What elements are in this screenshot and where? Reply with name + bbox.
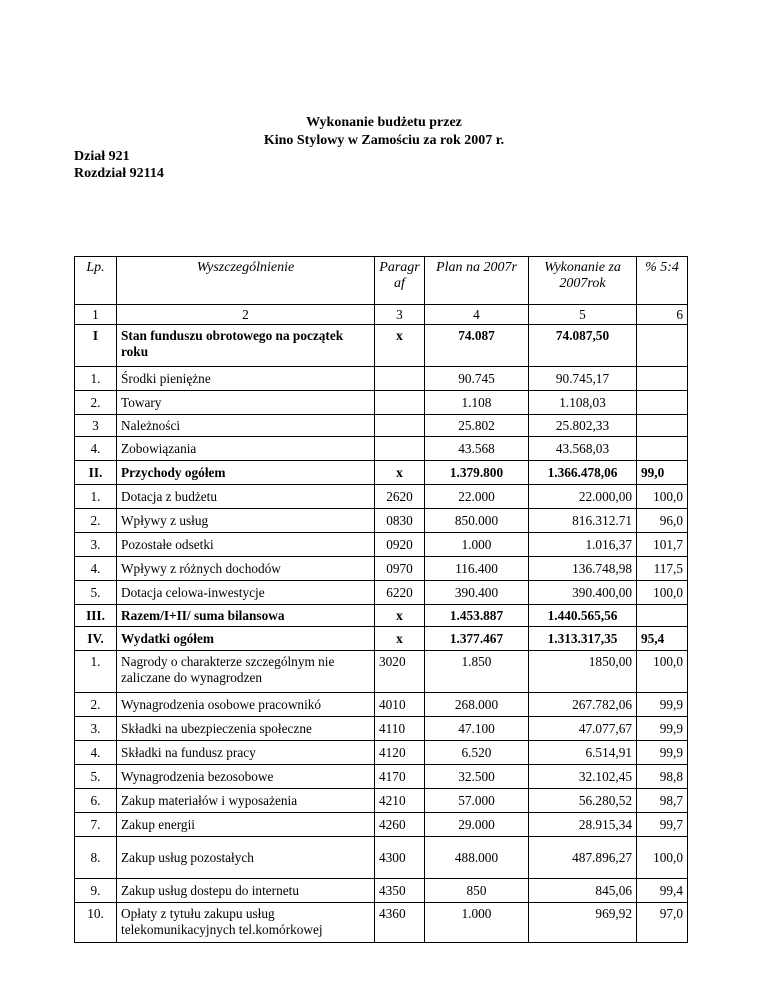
cell-lp: 10. — [75, 903, 117, 943]
table-row — [75, 879, 688, 903]
cell-wyszczegolnienie: Nagrody o charakterze szczególnym nie zaliczane do wynagrodzen — [117, 651, 375, 693]
cell-plan: 1.850 — [425, 651, 529, 693]
cell-wykonanie: 969,92 — [529, 903, 637, 943]
cell-procent: 100,0 — [637, 837, 688, 879]
cell-procent: 100,0 — [637, 485, 688, 509]
cell-wyszczegolnienie: Należności — [117, 415, 375, 437]
cell-plan: 29.000 — [425, 813, 529, 837]
cell-wyszczegolnienie: Wpływy z różnych dochodów — [117, 557, 375, 581]
cell-paragraf: 4110 — [375, 717, 425, 741]
table-row — [75, 813, 688, 837]
cell-procent: 99,4 — [637, 879, 688, 903]
cell-paragraf: 0830 — [375, 509, 425, 533]
cell-paragraf: 4260 — [375, 813, 425, 837]
table-row — [75, 437, 688, 461]
cell-procent: 100,0 — [637, 651, 688, 693]
cell-paragraf: 4360 — [375, 903, 425, 943]
cell-plan: 268.000 — [425, 693, 529, 717]
cell-procent — [637, 437, 688, 461]
cell-paragraf: x — [375, 627, 425, 651]
cell-paragraf: 3020 — [375, 651, 425, 693]
cell-plan: 74.087 — [425, 325, 529, 367]
cell-lp: 1. — [75, 651, 117, 693]
cell-lp: 5. — [75, 765, 117, 789]
cell-wyszczegolnienie: Środki pieniężne — [117, 367, 375, 391]
dzial-label: Dział 921 — [74, 149, 130, 164]
rozdzial-label: Rozdział 92114 — [74, 166, 164, 181]
cell-procent — [637, 415, 688, 437]
table-row — [75, 461, 688, 485]
cell-paragraf: 4170 — [375, 765, 425, 789]
cell-wyszczegolnienie: Zobowiązania — [117, 437, 375, 461]
cell-plan: 47.100 — [425, 717, 529, 741]
table-row — [75, 391, 688, 415]
cell-plan: 43.568 — [425, 437, 529, 461]
cell-paragraf: 4210 — [375, 789, 425, 813]
header-lp: Lp. — [75, 257, 117, 305]
cell-procent: 101,7 — [637, 533, 688, 557]
table-row — [75, 765, 688, 789]
table-row — [75, 789, 688, 813]
cell-lp: 6. — [75, 789, 117, 813]
table-row — [75, 509, 688, 533]
cell-wykonanie: 47.077,67 — [529, 717, 637, 741]
cell-plan: 850 — [425, 879, 529, 903]
cell-lp: 4. — [75, 557, 117, 581]
cell-plan: 57.000 — [425, 789, 529, 813]
cell-procent — [637, 367, 688, 391]
cell-wyszczegolnienie: Dotacja z budżetu — [117, 485, 375, 509]
cell-wyszczegolnienie: Zakup energii — [117, 813, 375, 837]
cell-lp: 1. — [75, 367, 117, 391]
cell-plan: 1.379.800 — [425, 461, 529, 485]
header-wyszczegolnienie: Wyszczególnienie — [117, 257, 375, 305]
header-procent: % 5:4 — [637, 257, 688, 305]
header-paragraf: Paragraf — [375, 257, 425, 305]
cell-paragraf: 4300 — [375, 837, 425, 879]
cell-paragraf: 0920 — [375, 533, 425, 557]
cell-wykonanie: 1.313.317,35 — [529, 627, 637, 651]
column-number-row — [75, 305, 688, 325]
cell-paragraf: x — [375, 325, 425, 367]
cell-wyszczegolnienie: Razem/I+II/ suma bilansowa — [117, 605, 375, 627]
cell-wykonanie: 1.440.565,56 — [529, 605, 637, 627]
cell-paragraf: 4120 — [375, 741, 425, 765]
cell-wyszczegolnienie: Opłaty z tytułu zakupu usług telekomunikacyjnych tel.komórkowej — [117, 903, 375, 943]
cell-paragraf: 4010 — [375, 693, 425, 717]
cell-plan: 25.802 — [425, 415, 529, 437]
cell-procent: 100,0 — [637, 581, 688, 605]
cell-wykonanie: 90.745,17 — [529, 367, 637, 391]
cell-procent: 95,4 — [637, 627, 688, 651]
cell-plan: 1.453.887 — [425, 605, 529, 627]
cell-lp: 3. — [75, 533, 117, 557]
cell-wyszczegolnienie: Zakup usług pozostałych — [117, 837, 375, 879]
cell-plan: 1.108 — [425, 391, 529, 415]
cell-wykonanie: 43.568,03 — [529, 437, 637, 461]
cell-lp: II. — [75, 461, 117, 485]
table-row — [75, 693, 688, 717]
cell-wyszczegolnienie: Pozostałe odsetki — [117, 533, 375, 557]
cell-wykonanie: 22.000,00 — [529, 485, 637, 509]
cell-lp: 2. — [75, 693, 117, 717]
cell-wykonanie: 487.896,27 — [529, 837, 637, 879]
cell-wyszczegolnienie: Wynagrodzenia osobowe pracownikó — [117, 693, 375, 717]
cell-plan: 22.000 — [425, 485, 529, 509]
cell-paragraf — [375, 437, 425, 461]
cell-lp: 1. — [75, 485, 117, 509]
cell-wyszczegolnienie: Wynagrodzenia bezosobowe — [117, 765, 375, 789]
cell-wykonanie: 845,06 — [529, 879, 637, 903]
cell-wyszczegolnienie: Zakup usług dostepu do internetu — [117, 879, 375, 903]
table-row — [75, 581, 688, 605]
document-title-line-1: Wykonanie budżetu przez — [306, 115, 462, 130]
cell-lp: 3. — [75, 717, 117, 741]
cell-wykonanie: 1850,00 — [529, 651, 637, 693]
cell-procent: 97,0 — [637, 903, 688, 943]
cell-procent: 117,5 — [637, 557, 688, 581]
table-row — [75, 367, 688, 391]
cell-wyszczegolnienie: Stan funduszu obrotowego na początek roku — [117, 325, 375, 367]
header-wykonanie: Wykonanie za 2007rok — [529, 257, 637, 305]
cell-wykonanie: 1.366.478,06 — [529, 461, 637, 485]
table-row — [75, 485, 688, 509]
cell-wykonanie: 136.748,98 — [529, 557, 637, 581]
cell-paragraf: 4350 — [375, 879, 425, 903]
cell-wykonanie: 6.514,91 — [529, 741, 637, 765]
cell-wyszczegolnienie: Dotacja celowa-inwestycje — [117, 581, 375, 605]
cell-wykonanie: 28.915,34 — [529, 813, 637, 837]
cell-procent — [637, 325, 688, 367]
cell-lp: 5. — [75, 581, 117, 605]
cell-procent: 98,7 — [637, 789, 688, 813]
cell-lp: 3 — [75, 415, 117, 437]
cell-procent: 98,8 — [637, 765, 688, 789]
table-row — [75, 533, 688, 557]
col-number: 2 — [117, 305, 375, 325]
table-row — [75, 557, 688, 581]
col-number: 3 — [375, 305, 425, 325]
cell-procent: 99,9 — [637, 717, 688, 741]
cell-wyszczegolnienie: Składki na ubezpieczenia społeczne — [117, 717, 375, 741]
cell-paragraf — [375, 415, 425, 437]
document-title-line-2: Kino Stylowy w Zamościu za rok 2007 r. — [263, 133, 505, 148]
cell-paragraf: x — [375, 461, 425, 485]
cell-wykonanie: 816.312.71 — [529, 509, 637, 533]
col-number: 6 — [637, 305, 688, 325]
cell-procent: 99,7 — [637, 813, 688, 837]
cell-wyszczegolnienie: Składki na fundusz pracy — [117, 741, 375, 765]
cell-procent: 96,0 — [637, 509, 688, 533]
cell-wykonanie: 1.016,37 — [529, 533, 637, 557]
cell-wykonanie: 1.108,03 — [529, 391, 637, 415]
cell-wykonanie: 25.802,33 — [529, 415, 637, 437]
cell-lp: 4. — [75, 741, 117, 765]
cell-paragraf: 6220 — [375, 581, 425, 605]
cell-paragraf: 2620 — [375, 485, 425, 509]
cell-wykonanie: 267.782,06 — [529, 693, 637, 717]
cell-plan: 32.500 — [425, 765, 529, 789]
cell-plan: 6.520 — [425, 741, 529, 765]
cell-lp: III. — [75, 605, 117, 627]
table-row — [75, 717, 688, 741]
cell-plan: 850.000 — [425, 509, 529, 533]
cell-plan: 116.400 — [425, 557, 529, 581]
cell-plan: 390.400 — [425, 581, 529, 605]
cell-plan: 1.000 — [425, 903, 529, 943]
cell-paragraf — [375, 367, 425, 391]
cell-plan: 488.000 — [425, 837, 529, 879]
cell-paragraf: 0970 — [375, 557, 425, 581]
cell-wyszczegolnienie: Przychody ogółem — [117, 461, 375, 485]
col-number: 1 — [75, 305, 117, 325]
table-row — [75, 903, 688, 943]
cell-lp: 2. — [75, 509, 117, 533]
cell-lp: I — [75, 325, 117, 367]
table-row — [75, 605, 688, 627]
table-row — [75, 741, 688, 765]
table-row — [75, 415, 688, 437]
cell-procent: 99,0 — [637, 461, 688, 485]
table-row — [75, 325, 688, 367]
table-row — [75, 651, 688, 693]
cell-lp: 4. — [75, 437, 117, 461]
cell-paragraf: x — [375, 605, 425, 627]
header-plan: Plan na 2007r — [425, 257, 529, 305]
cell-procent: 99,9 — [637, 693, 688, 717]
cell-wyszczegolnienie: Wpływy z usług — [117, 509, 375, 533]
cell-plan: 1.000 — [425, 533, 529, 557]
cell-wykonanie: 56.280,52 — [529, 789, 637, 813]
cell-lp: 9. — [75, 879, 117, 903]
cell-wyszczegolnienie: Towary — [117, 391, 375, 415]
cell-procent — [637, 391, 688, 415]
cell-wykonanie: 390.400,00 — [529, 581, 637, 605]
cell-wyszczegolnienie: Zakup materiałów i wyposażenia — [117, 789, 375, 813]
table-row — [75, 627, 688, 651]
budget-table — [74, 256, 688, 943]
cell-lp: IV. — [75, 627, 117, 651]
cell-lp: 8. — [75, 837, 117, 879]
cell-plan: 1.377.467 — [425, 627, 529, 651]
cell-lp: 7. — [75, 813, 117, 837]
col-number: 4 — [425, 305, 529, 325]
header-row — [75, 257, 688, 305]
table-row — [75, 837, 688, 879]
cell-plan: 90.745 — [425, 367, 529, 391]
cell-wykonanie: 32.102,45 — [529, 765, 637, 789]
cell-procent: 99,9 — [637, 741, 688, 765]
cell-paragraf — [375, 391, 425, 415]
cell-lp: 2. — [75, 391, 117, 415]
cell-wykonanie: 74.087,50 — [529, 325, 637, 367]
cell-wyszczegolnienie: Wydatki ogółem — [117, 627, 375, 651]
col-number: 5 — [529, 305, 637, 325]
cell-procent — [637, 605, 688, 627]
